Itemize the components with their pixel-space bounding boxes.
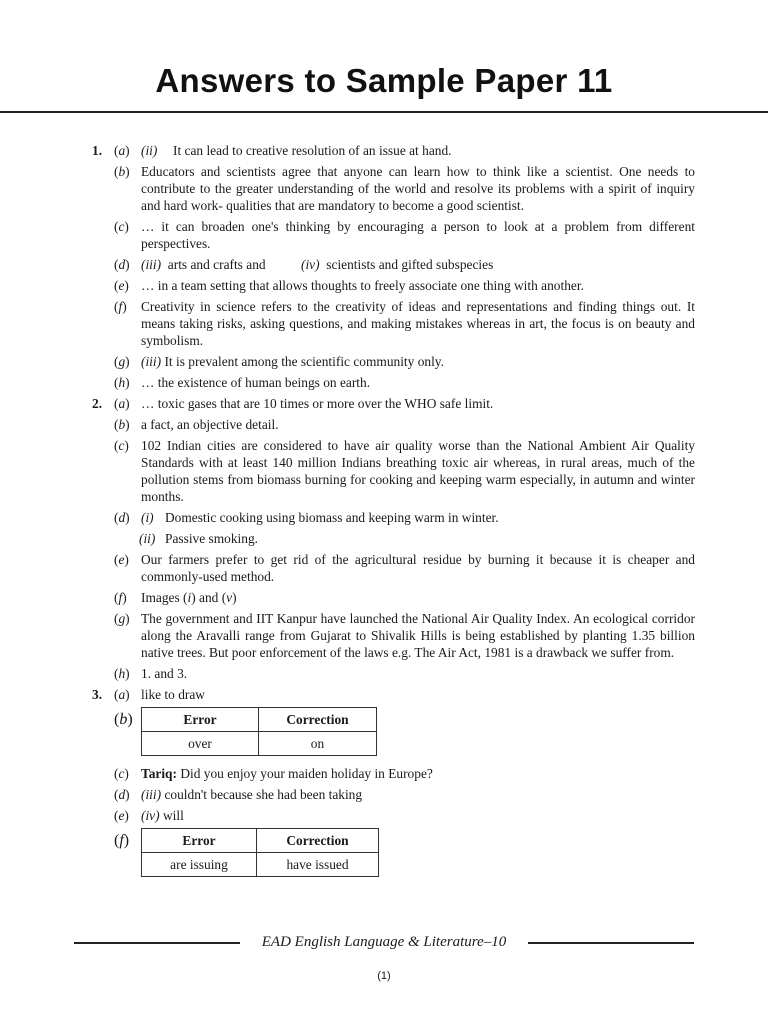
answer-2c — [0, 437, 768, 505]
answer-text: Creativity in science refers to the creativity of ideas and representations and finding things out. It means taking risks, asking questions, and making mistakes whereas in art, the focus is on beauty and symbolism. — [141, 299, 695, 348]
part-label: (d) — [114, 510, 130, 525]
answer-text: … the existence of human beings on earth. — [141, 375, 371, 390]
correction-cell: have issued — [257, 853, 379, 877]
sub-part-label: (ii) — [139, 531, 156, 546]
part-label: (c) — [114, 219, 129, 234]
speaker-name: Tariq: — [141, 766, 177, 781]
answer-2d-ii — [0, 530, 768, 547]
part-label: (f) — [114, 590, 127, 605]
answer-3b — [0, 707, 768, 757]
answer-3f — [0, 828, 768, 878]
part-label: (d) — [114, 257, 130, 272]
part-label: (f) — [114, 832, 130, 849]
answer-text: like to draw — [141, 687, 205, 702]
answer-text: Tariq: Did you enjoy your maiden holiday in Europe? — [141, 766, 433, 781]
part-label: (b) — [114, 711, 133, 728]
answer-3a — [0, 686, 768, 703]
title-divider — [0, 111, 768, 113]
answer-2h — [0, 665, 768, 682]
answer-text: … in a team setting that allows thoughts to freely associate one thing with another. — [141, 278, 584, 293]
answer-1h — [0, 374, 768, 391]
answer-2f — [0, 589, 768, 606]
error-correction-table — [141, 828, 379, 877]
part-label: (g) — [114, 354, 130, 369]
page-number: (1) — [377, 970, 391, 982]
answer-1g — [0, 353, 768, 370]
answer-text: Our farmers prefer to get rid of the agricultural residue by burning it because it is cheaper and commonly-used method. — [141, 552, 695, 584]
error-correction-table — [141, 707, 377, 756]
part-label: (h) — [114, 375, 130, 390]
part-label: (f) — [114, 299, 127, 314]
part-label: (e) — [114, 278, 129, 293]
answer-text: … it can broaden one's thinking by encouraging a person to look at a problem from different perspectives. — [141, 219, 695, 251]
answer-3d — [0, 786, 768, 803]
part-label: (e) — [114, 808, 129, 823]
answer-text: Educators and scientists agree that anyone can learn how to think like a scientist. One needs to contribute to the greater understanding of the world and resolve its problems with a spirit of inquiry and hard work- qualities that are mandatory to become a good scientist. — [141, 164, 695, 213]
answer-text: (iv) will — [141, 808, 184, 823]
answers-content — [0, 142, 768, 886]
error-cell: over — [142, 732, 259, 756]
error-cell: are issuing — [142, 853, 257, 877]
answer-text: 102 Indian cities are considered to have air quality worse than the National Ambient Air Quality Standards with at least 140 million Indians breathing toxic air whereas, in rural areas, much of the pollution stems from biomass burning for cooking and keeping warm especially, in autumn and winter months. — [141, 438, 695, 504]
answer-2b — [0, 416, 768, 433]
answer-2a — [0, 395, 768, 412]
part-label: (e) — [114, 552, 129, 567]
correction-header: Correction — [259, 708, 377, 732]
answer-1b — [0, 163, 768, 214]
answer-text: (iii) It is prevalent among the scientific community only. — [141, 354, 444, 369]
answer-text: (i) Domestic cooking using biomass and keeping warm in winter. — [141, 510, 499, 525]
answer-text: a fact, an objective detail. — [141, 417, 279, 432]
part-label: (b) — [114, 164, 130, 179]
answer-text: (ii) It can lead to creative resolution of an issue at hand. — [141, 143, 452, 158]
part-label: (a) — [114, 143, 130, 158]
page-title: Answers to Sample Paper 11 — [155, 62, 613, 99]
part-label: (g) — [114, 611, 130, 626]
error-header: Error — [142, 708, 259, 732]
part-label: (h) — [114, 666, 130, 681]
footer-rule-left — [74, 942, 240, 944]
answer-text: Images (i) and (v) — [141, 590, 237, 605]
answer-1a — [0, 142, 768, 159]
footer-book-title: EAD English Language & Literature–10 — [261, 934, 507, 950]
answer-2g — [0, 610, 768, 661]
part-label: (d) — [114, 787, 130, 802]
answer-text: (iii) couldn't because she had been taking — [141, 787, 363, 802]
answer-text: (iii) arts and crafts and (iv) scientists and gifted subspecies — [141, 257, 494, 272]
answer-3e — [0, 807, 768, 824]
answer-text: … toxic gases that are 10 times or more over the WHO safe limit. — [141, 396, 494, 411]
question-number: 3. — [92, 687, 103, 702]
answer-3c — [0, 765, 768, 782]
answer-text: 1. and 3. — [141, 666, 188, 681]
error-header: Error — [142, 829, 257, 853]
answer-1e — [0, 277, 768, 294]
correction-cell: on — [259, 732, 377, 756]
answer-2d-i — [0, 509, 768, 526]
part-label: (a) — [114, 687, 130, 702]
correction-header: Correction — [257, 829, 379, 853]
answer-2e — [0, 551, 768, 585]
answer-1f — [0, 298, 768, 349]
part-label: (b) — [114, 417, 130, 432]
answer-text: The government and IIT Kanpur have launched the National Air Quality Index. An ecological corridor along the Aravalli range from Gujarat to Shivalik Hills is being established by planting 1.35 billion native trees. But poor enforcement of the laws e.g. The Air Act, 1981 is a drawback we suffer from. — [141, 611, 695, 660]
part-label: (a) — [114, 396, 130, 411]
answer-1d — [0, 256, 768, 273]
question-number: 2. — [92, 396, 103, 411]
footer-rule-right — [528, 942, 694, 944]
question-number: 1. — [92, 143, 103, 158]
part-label: (c) — [114, 438, 129, 453]
part-label: (c) — [114, 766, 129, 781]
answer-text: Passive smoking. — [165, 531, 258, 546]
answer-1c — [0, 218, 768, 252]
